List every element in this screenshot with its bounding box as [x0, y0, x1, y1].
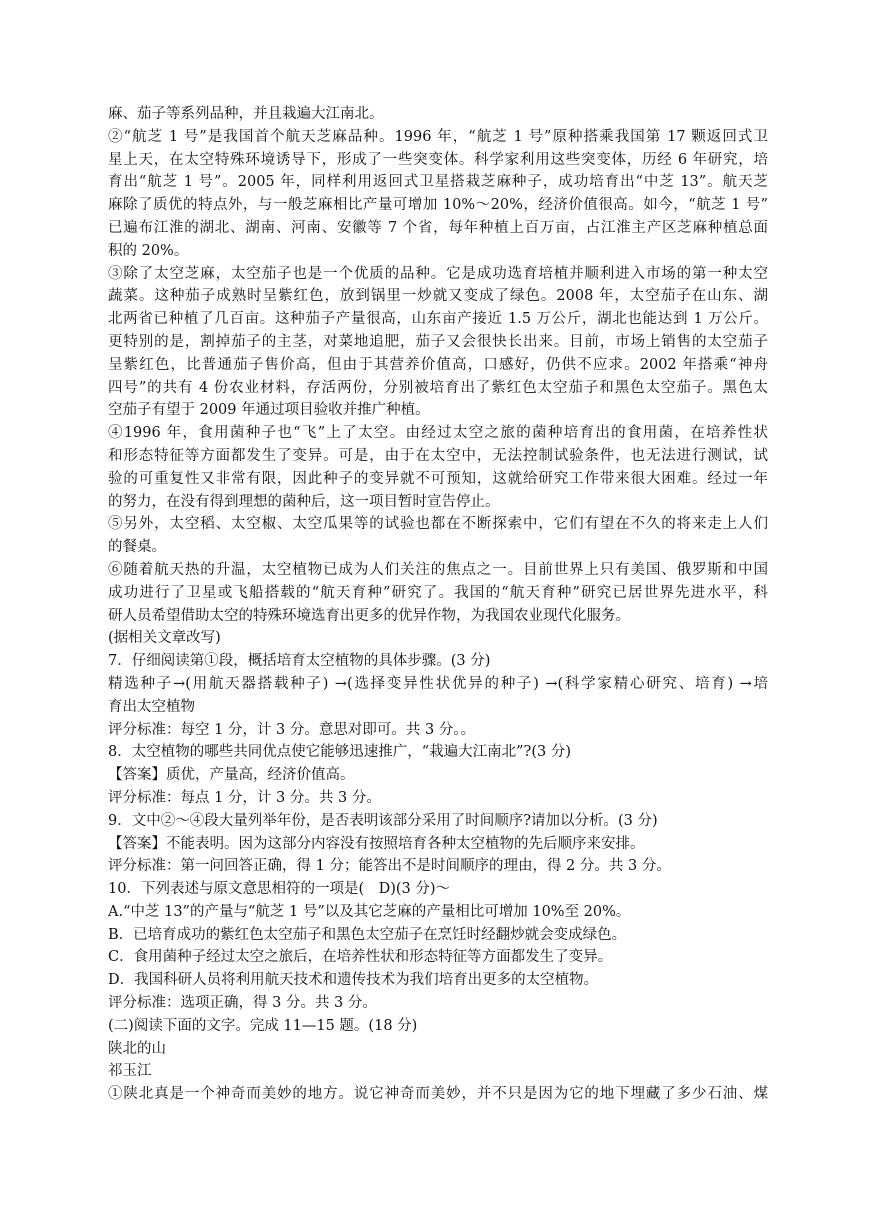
answer-line: 精选种子→(用航天器搭载种子) →(选择变异性状优异的种子) →(科学家精心研究、培育) →培 [108, 675, 768, 692]
text-line: 验的可重复性又非常有限，因此种子的变异就不可预知，这就给研究工作带来很大困难。经过一年 [108, 470, 768, 487]
text-line: ①陕北真是一个神奇而美妙的地方。说它神奇而美妙，并不只是因为它的地下埋藏了多少石油、煤 [108, 1086, 768, 1103]
text-line: 空茄子有望于 2009 年通过项目验收并推广种植。 [108, 402, 430, 419]
text-line: 成功进行了卫星或飞船搭载的“航天育种”研究了。我国的“航天育种”研究已居世界先进水平，科 [108, 584, 768, 601]
answer-line: 【答案】不能表明。因为这部分内容没有按照培育各种太空植物的先后顺序来安排。 [108, 835, 645, 852]
question-7: 7．仔细阅读第①段，概括培育太空植物的具体步骤。(3 分) [108, 653, 491, 670]
option-d: D．我国科研人员将利用航天技术和遗传技术为我们培育出更多的太空植物。 [108, 972, 599, 989]
text-line: ④1996 年，食用菌种子也“飞”上了太空。由经过太空之旅的菌种培育出的食用菌，在培养性状 [108, 425, 768, 442]
question-9: 9．文中②～④段大量列举年份，是否表明该部分采用了时间顺序?请加以分析。(3 分) [108, 812, 658, 829]
text-line: 蔬菜。这种茄子成熟时呈紫红色，放到锅里一炒就又变成了绿色。2008 年，太空茄子在山东、湖 [108, 288, 768, 305]
text-line: 麻除了质优的特点外，与一般芝麻相比产量可增加 10%～20%，经济价值很高。如今，“航芝 1 号” [108, 197, 768, 214]
article-title: 陕北的山 [108, 1040, 166, 1057]
text-line: 的餐桌。 [108, 539, 166, 556]
text-line: 育出“航芝 1 号”。2005 年，同样利用返回式卫星搭栽芝麻种子，成功培育出“中芝 13”。航天芝 [108, 174, 768, 191]
text-line: ⑤另外，太空稻、太空椒、太空瓜果等的试验也都在不断探索中，它们有望在不久的将来走上人们 [108, 516, 768, 533]
text-line: ②“航芝 1 号”是我国首个航天芝麻品种。1996 年，“航芝 1 号”原种搭乘我国第 17 颗返回式卫 [108, 128, 768, 145]
question-8: 8．太空植物的哪些共同优点使它能够迅速推广，“栽遍大江南北”?(3 分) [108, 744, 571, 761]
text-line: 四号”的共有 4 份农业材料，存活两份，分别被培育出了紫红色太空茄子和黑色太空茄子。黑色太 [108, 379, 768, 396]
question-10: 10．下列表述与原文意思相符的一项是( D)(3 分)～ [108, 881, 451, 898]
article-author: 祁玉江 [108, 1063, 152, 1080]
section-heading: (二)阅读下面的文字。完成 11—15 题。(18 分) [108, 1017, 418, 1034]
document-page [108, 103, 768, 1106]
scoring-standard: 评分标准：第一问回答正确，得 1 分；能答出不是时间顺序的理由，得 2 分。共 3 分。 [108, 858, 671, 875]
option-b: B．已培育成功的紫红色太空茄子和黑色太空茄子在烹饪时经翻炒就会变成绿色。 [108, 926, 627, 943]
source-note: (据相关文章改写) [108, 630, 221, 647]
answer-line: 【答案】质优，产量高，经济价值高。 [108, 767, 355, 784]
text-line: ③除了太空芝麻，太空茄子也是一个优质的品种。它是成功选育培植并顺利进入市场的第一种太空 [108, 265, 768, 282]
answer-line: 育出太空植物 [108, 698, 195, 715]
text-line: 星上天，在太空特殊环境诱导下，形成了一些突变体。科学家利用这些突变体，历经 6 年研究，培 [108, 151, 768, 168]
scoring-standard: 评分标准：每点 1 分，计 3 分。共 3 分。 [108, 789, 381, 806]
option-a: A.“中芝 13”的产量与“航芝 1 号”以及其它芝麻的产量相比可增加 10%至 20%。 [108, 903, 631, 920]
text-line: 的努力，在没有得到理想的菌种后，这一项目暂时宣告停止。 [108, 493, 500, 510]
text-line: 已遍布江淮的湖北、湖南、河南、安徽等 7 个省，每年种植上百万亩，占江淮主产区芝麻种植总面 [108, 219, 768, 236]
option-c: C．食用菌种子经过太空之旅后，在培养性状和形态特征等方面都发生了变异。 [108, 949, 613, 966]
text-line: 研人员希望借助太空的特殊环境选育出更多的优异作物，为我国农业现代化服务。 [108, 607, 630, 624]
text-line: 和形态特征等方面都发生了变异。可是，由于在太空中，无法控制试验条件，也无法进行测试，试 [108, 447, 768, 464]
scoring-standard: 评分标准：选项正确，得 3 分。共 3 分。 [108, 995, 377, 1012]
text-line: ⑥随着航天热的升温，太空植物已成为人们关注的焦点之一。目前世界上只有美国、俄罗斯和中国 [108, 561, 768, 578]
text-line: 更特别的是，割掉茄子的主茎，对菜地追肥，茄子又会很快长出来。目前，市场上销售的太空茄子 [108, 333, 768, 350]
text-line: 麻、茄子等系列品种，并且栽遍大江南北。 [108, 106, 384, 122]
text-line: 北两省已种植了几百亩。这种茄子产量很高，山东亩产接近 1.5 万公斤，湖北也能达到 1 万公斤。 [108, 311, 768, 328]
scoring-standard: 评分标准：每空 1 分，计 3 分。意思对即可。共 3 分。。 [108, 721, 476, 738]
text-line: 积的 20%。 [108, 242, 189, 259]
text-line: 呈紫红色，比普通茄子售价高，但由于其营养价值高，口感好，仍供不应求。2002 年搭乘“神舟 [108, 356, 768, 373]
